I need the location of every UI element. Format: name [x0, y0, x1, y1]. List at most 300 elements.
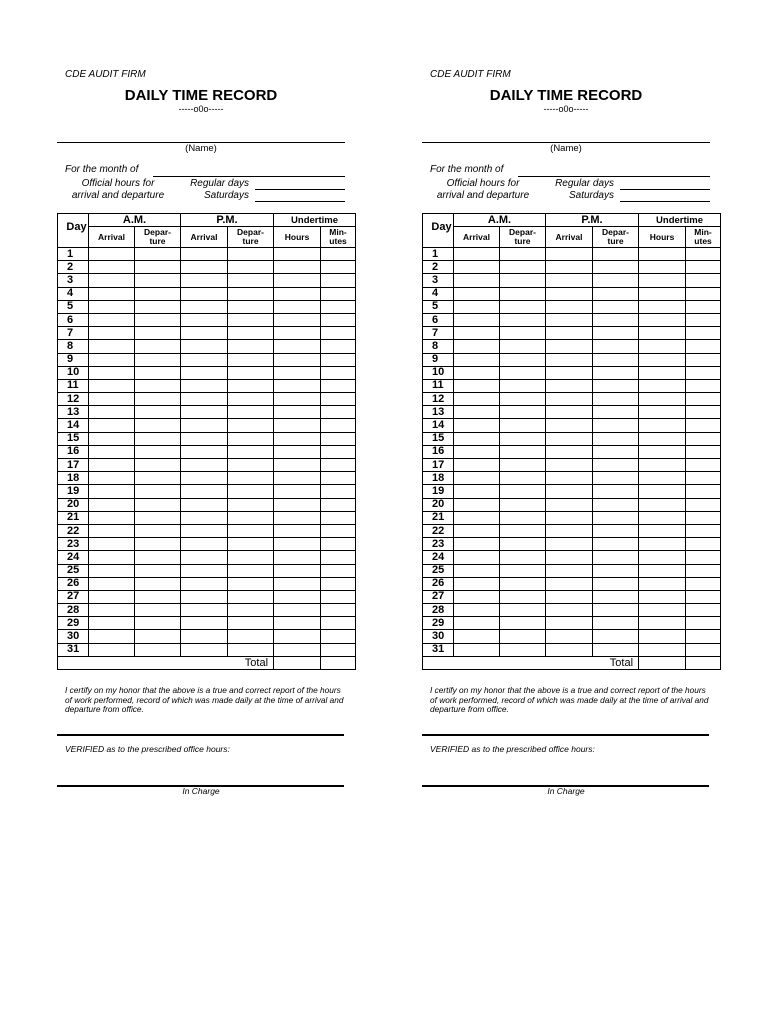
- pm-departure-cell[interactable]: [593, 393, 639, 406]
- pm-departure-cell[interactable]: [228, 617, 274, 630]
- undertime-hours-cell[interactable]: [274, 327, 321, 340]
- am-departure-cell[interactable]: [500, 261, 546, 274]
- am-departure-cell[interactable]: [500, 590, 546, 603]
- pm-arrival-cell[interactable]: [546, 393, 593, 406]
- am-arrival-cell[interactable]: [454, 538, 500, 551]
- pm-arrival-cell[interactable]: [546, 577, 593, 590]
- undertime-minutes-cell[interactable]: [321, 419, 356, 432]
- am-arrival-cell[interactable]: [454, 366, 500, 379]
- am-arrival-cell[interactable]: [454, 419, 500, 432]
- pm-departure-cell[interactable]: [593, 261, 639, 274]
- am-arrival-cell[interactable]: [454, 340, 500, 353]
- pm-departure-cell[interactable]: [228, 419, 274, 432]
- undertime-minutes-cell[interactable]: [686, 327, 721, 340]
- am-departure-cell[interactable]: [135, 643, 181, 656]
- undertime-minutes-cell[interactable]: [686, 419, 721, 432]
- am-arrival-cell[interactable]: [89, 511, 135, 524]
- am-arrival-cell[interactable]: [454, 353, 500, 366]
- undertime-hours-cell[interactable]: [274, 248, 321, 261]
- pm-arrival-cell[interactable]: [546, 261, 593, 274]
- pm-departure-cell[interactable]: [228, 300, 274, 313]
- pm-arrival-cell[interactable]: [181, 248, 228, 261]
- undertime-hours-cell[interactable]: [274, 511, 321, 524]
- undertime-minutes-cell[interactable]: [686, 511, 721, 524]
- am-departure-cell[interactable]: [135, 353, 181, 366]
- undertime-hours-cell[interactable]: [639, 577, 686, 590]
- am-departure-cell[interactable]: [500, 248, 546, 261]
- undertime-hours-cell[interactable]: [639, 472, 686, 485]
- am-arrival-cell[interactable]: [454, 379, 500, 392]
- undertime-minutes-cell[interactable]: [686, 577, 721, 590]
- am-departure-cell[interactable]: [135, 459, 181, 472]
- pm-arrival-cell[interactable]: [181, 261, 228, 274]
- am-departure-cell[interactable]: [500, 498, 546, 511]
- pm-arrival-cell[interactable]: [546, 498, 593, 511]
- undertime-minutes-cell[interactable]: [686, 313, 721, 326]
- pm-arrival-cell[interactable]: [181, 340, 228, 353]
- pm-arrival-cell[interactable]: [546, 617, 593, 630]
- undertime-minutes-cell[interactable]: [686, 538, 721, 551]
- am-departure-cell[interactable]: [500, 300, 546, 313]
- pm-departure-cell[interactable]: [228, 432, 274, 445]
- am-arrival-cell[interactable]: [89, 419, 135, 432]
- undertime-minutes-cell[interactable]: [686, 590, 721, 603]
- pm-departure-cell[interactable]: [593, 313, 639, 326]
- am-departure-cell[interactable]: [135, 604, 181, 617]
- pm-departure-cell[interactable]: [228, 590, 274, 603]
- undertime-hours-cell[interactable]: [639, 511, 686, 524]
- undertime-minutes-cell[interactable]: [321, 261, 356, 274]
- undertime-hours-cell[interactable]: [639, 432, 686, 445]
- pm-arrival-cell[interactable]: [546, 630, 593, 643]
- pm-departure-cell[interactable]: [228, 630, 274, 643]
- am-arrival-cell[interactable]: [454, 630, 500, 643]
- am-arrival-cell[interactable]: [454, 577, 500, 590]
- pm-arrival-cell[interactable]: [181, 419, 228, 432]
- pm-departure-cell[interactable]: [593, 406, 639, 419]
- pm-departure-cell[interactable]: [593, 340, 639, 353]
- pm-departure-cell[interactable]: [593, 419, 639, 432]
- pm-departure-cell[interactable]: [593, 379, 639, 392]
- pm-departure-cell[interactable]: [228, 604, 274, 617]
- undertime-minutes-cell[interactable]: [321, 604, 356, 617]
- undertime-hours-cell[interactable]: [639, 379, 686, 392]
- am-arrival-cell[interactable]: [454, 445, 500, 458]
- pm-arrival-cell[interactable]: [546, 604, 593, 617]
- undertime-minutes-cell[interactable]: [321, 472, 356, 485]
- pm-arrival-cell[interactable]: [181, 300, 228, 313]
- am-arrival-cell[interactable]: [454, 511, 500, 524]
- undertime-hours-cell[interactable]: [639, 287, 686, 300]
- pm-arrival-cell[interactable]: [546, 472, 593, 485]
- employee-signature-line[interactable]: [57, 734, 344, 736]
- am-arrival-cell[interactable]: [89, 327, 135, 340]
- pm-departure-cell[interactable]: [228, 313, 274, 326]
- regular-days-field[interactable]: [255, 189, 345, 190]
- undertime-minutes-cell[interactable]: [686, 524, 721, 537]
- am-arrival-cell[interactable]: [89, 274, 135, 287]
- pm-departure-cell[interactable]: [228, 366, 274, 379]
- am-arrival-cell[interactable]: [89, 604, 135, 617]
- am-departure-cell[interactable]: [500, 538, 546, 551]
- am-arrival-cell[interactable]: [89, 393, 135, 406]
- pm-arrival-cell[interactable]: [181, 406, 228, 419]
- am-arrival-cell[interactable]: [454, 313, 500, 326]
- pm-departure-cell[interactable]: [228, 472, 274, 485]
- undertime-hours-cell[interactable]: [639, 643, 686, 656]
- am-arrival-cell[interactable]: [89, 287, 135, 300]
- am-arrival-cell[interactable]: [454, 590, 500, 603]
- undertime-hours-cell[interactable]: [274, 564, 321, 577]
- undertime-hours-cell[interactable]: [274, 419, 321, 432]
- am-departure-cell[interactable]: [135, 445, 181, 458]
- undertime-minutes-cell[interactable]: [686, 643, 721, 656]
- undertime-minutes-cell[interactable]: [321, 577, 356, 590]
- total-hours-cell[interactable]: [274, 656, 321, 669]
- am-departure-cell[interactable]: [500, 353, 546, 366]
- am-departure-cell[interactable]: [500, 366, 546, 379]
- pm-arrival-cell[interactable]: [181, 353, 228, 366]
- undertime-hours-cell[interactable]: [639, 551, 686, 564]
- am-departure-cell[interactable]: [500, 643, 546, 656]
- undertime-hours-cell[interactable]: [639, 366, 686, 379]
- am-departure-cell[interactable]: [135, 313, 181, 326]
- pm-departure-cell[interactable]: [593, 524, 639, 537]
- am-arrival-cell[interactable]: [454, 327, 500, 340]
- am-departure-cell[interactable]: [135, 524, 181, 537]
- pm-departure-cell[interactable]: [593, 445, 639, 458]
- pm-arrival-cell[interactable]: [181, 604, 228, 617]
- undertime-minutes-cell[interactable]: [321, 498, 356, 511]
- am-arrival-cell[interactable]: [454, 287, 500, 300]
- pm-departure-cell[interactable]: [228, 340, 274, 353]
- undertime-minutes-cell[interactable]: [321, 274, 356, 287]
- undertime-minutes-cell[interactable]: [686, 393, 721, 406]
- undertime-hours-cell[interactable]: [274, 524, 321, 537]
- undertime-hours-cell[interactable]: [274, 472, 321, 485]
- pm-departure-cell[interactable]: [228, 485, 274, 498]
- pm-departure-cell[interactable]: [593, 472, 639, 485]
- undertime-minutes-cell[interactable]: [321, 366, 356, 379]
- undertime-hours-cell[interactable]: [274, 551, 321, 564]
- pm-arrival-cell[interactable]: [546, 300, 593, 313]
- saturdays-field[interactable]: [255, 201, 345, 202]
- am-departure-cell[interactable]: [500, 432, 546, 445]
- am-arrival-cell[interactable]: [89, 590, 135, 603]
- undertime-minutes-cell[interactable]: [321, 551, 356, 564]
- am-arrival-cell[interactable]: [454, 432, 500, 445]
- am-departure-cell[interactable]: [500, 472, 546, 485]
- undertime-hours-cell[interactable]: [274, 261, 321, 274]
- month-field[interactable]: [518, 176, 710, 177]
- undertime-minutes-cell[interactable]: [321, 248, 356, 261]
- am-departure-cell[interactable]: [500, 393, 546, 406]
- am-departure-cell[interactable]: [500, 459, 546, 472]
- pm-departure-cell[interactable]: [593, 248, 639, 261]
- am-arrival-cell[interactable]: [454, 617, 500, 630]
- undertime-minutes-cell[interactable]: [321, 300, 356, 313]
- undertime-minutes-cell[interactable]: [321, 287, 356, 300]
- pm-departure-cell[interactable]: [228, 538, 274, 551]
- pm-departure-cell[interactable]: [593, 604, 639, 617]
- am-arrival-cell[interactable]: [454, 604, 500, 617]
- pm-departure-cell[interactable]: [228, 248, 274, 261]
- total-minutes-cell[interactable]: [321, 656, 356, 669]
- am-departure-cell[interactable]: [500, 564, 546, 577]
- pm-arrival-cell[interactable]: [546, 248, 593, 261]
- am-departure-cell[interactable]: [135, 538, 181, 551]
- undertime-hours-cell[interactable]: [274, 498, 321, 511]
- am-arrival-cell[interactable]: [89, 564, 135, 577]
- am-departure-cell[interactable]: [135, 261, 181, 274]
- am-arrival-cell[interactable]: [89, 617, 135, 630]
- undertime-hours-cell[interactable]: [639, 564, 686, 577]
- am-arrival-cell[interactable]: [89, 313, 135, 326]
- pm-arrival-cell[interactable]: [181, 617, 228, 630]
- pm-departure-cell[interactable]: [228, 564, 274, 577]
- undertime-minutes-cell[interactable]: [686, 287, 721, 300]
- pm-arrival-cell[interactable]: [546, 524, 593, 537]
- undertime-minutes-cell[interactable]: [321, 432, 356, 445]
- pm-arrival-cell[interactable]: [181, 379, 228, 392]
- undertime-minutes-cell[interactable]: [321, 643, 356, 656]
- undertime-hours-cell[interactable]: [639, 604, 686, 617]
- undertime-hours-cell[interactable]: [274, 577, 321, 590]
- pm-departure-cell[interactable]: [228, 459, 274, 472]
- undertime-hours-cell[interactable]: [274, 274, 321, 287]
- pm-arrival-cell[interactable]: [181, 287, 228, 300]
- am-departure-cell[interactable]: [135, 432, 181, 445]
- undertime-hours-cell[interactable]: [274, 538, 321, 551]
- undertime-minutes-cell[interactable]: [686, 445, 721, 458]
- pm-departure-cell[interactable]: [593, 300, 639, 313]
- undertime-hours-cell[interactable]: [274, 300, 321, 313]
- am-arrival-cell[interactable]: [454, 485, 500, 498]
- pm-departure-cell[interactable]: [228, 353, 274, 366]
- am-departure-cell[interactable]: [500, 617, 546, 630]
- am-arrival-cell[interactable]: [89, 459, 135, 472]
- am-departure-cell[interactable]: [135, 300, 181, 313]
- undertime-hours-cell[interactable]: [639, 630, 686, 643]
- pm-departure-cell[interactable]: [593, 353, 639, 366]
- am-departure-cell[interactable]: [500, 287, 546, 300]
- pm-departure-cell[interactable]: [228, 287, 274, 300]
- undertime-minutes-cell[interactable]: [321, 511, 356, 524]
- pm-arrival-cell[interactable]: [181, 393, 228, 406]
- undertime-minutes-cell[interactable]: [321, 590, 356, 603]
- am-departure-cell[interactable]: [135, 577, 181, 590]
- pm-arrival-cell[interactable]: [181, 472, 228, 485]
- am-departure-cell[interactable]: [135, 379, 181, 392]
- pm-departure-cell[interactable]: [228, 524, 274, 537]
- undertime-hours-cell[interactable]: [639, 524, 686, 537]
- pm-arrival-cell[interactable]: [546, 313, 593, 326]
- am-arrival-cell[interactable]: [454, 261, 500, 274]
- undertime-minutes-cell[interactable]: [321, 445, 356, 458]
- pm-arrival-cell[interactable]: [546, 419, 593, 432]
- am-arrival-cell[interactable]: [454, 406, 500, 419]
- undertime-minutes-cell[interactable]: [686, 604, 721, 617]
- undertime-minutes-cell[interactable]: [321, 630, 356, 643]
- pm-arrival-cell[interactable]: [546, 538, 593, 551]
- pm-arrival-cell[interactable]: [546, 459, 593, 472]
- undertime-hours-cell[interactable]: [274, 590, 321, 603]
- pm-arrival-cell[interactable]: [546, 379, 593, 392]
- pm-departure-cell[interactable]: [228, 551, 274, 564]
- undertime-hours-cell[interactable]: [274, 379, 321, 392]
- undertime-hours-cell[interactable]: [274, 604, 321, 617]
- am-departure-cell[interactable]: [500, 379, 546, 392]
- am-departure-cell[interactable]: [135, 564, 181, 577]
- undertime-minutes-cell[interactable]: [686, 485, 721, 498]
- pm-departure-cell[interactable]: [228, 379, 274, 392]
- am-departure-cell[interactable]: [500, 327, 546, 340]
- undertime-hours-cell[interactable]: [639, 313, 686, 326]
- am-departure-cell[interactable]: [135, 248, 181, 261]
- undertime-hours-cell[interactable]: [639, 274, 686, 287]
- undertime-minutes-cell[interactable]: [321, 406, 356, 419]
- undertime-hours-cell[interactable]: [639, 406, 686, 419]
- am-departure-cell[interactable]: [135, 630, 181, 643]
- am-departure-cell[interactable]: [135, 617, 181, 630]
- pm-arrival-cell[interactable]: [181, 511, 228, 524]
- month-field[interactable]: [153, 176, 345, 177]
- undertime-hours-cell[interactable]: [639, 485, 686, 498]
- undertime-minutes-cell[interactable]: [686, 261, 721, 274]
- pm-departure-cell[interactable]: [593, 643, 639, 656]
- undertime-hours-cell[interactable]: [639, 590, 686, 603]
- employee-signature-line[interactable]: [422, 734, 709, 736]
- undertime-hours-cell[interactable]: [639, 248, 686, 261]
- undertime-hours-cell[interactable]: [639, 445, 686, 458]
- undertime-minutes-cell[interactable]: [321, 353, 356, 366]
- undertime-hours-cell[interactable]: [274, 340, 321, 353]
- undertime-minutes-cell[interactable]: [321, 564, 356, 577]
- pm-departure-cell[interactable]: [593, 590, 639, 603]
- am-departure-cell[interactable]: [500, 274, 546, 287]
- am-departure-cell[interactable]: [500, 406, 546, 419]
- pm-arrival-cell[interactable]: [546, 445, 593, 458]
- am-departure-cell[interactable]: [135, 287, 181, 300]
- undertime-hours-cell[interactable]: [274, 353, 321, 366]
- undertime-minutes-cell[interactable]: [686, 630, 721, 643]
- pm-departure-cell[interactable]: [228, 393, 274, 406]
- pm-departure-cell[interactable]: [593, 617, 639, 630]
- am-departure-cell[interactable]: [135, 327, 181, 340]
- am-arrival-cell[interactable]: [454, 472, 500, 485]
- am-departure-cell[interactable]: [135, 393, 181, 406]
- am-departure-cell[interactable]: [500, 485, 546, 498]
- am-departure-cell[interactable]: [500, 630, 546, 643]
- am-arrival-cell[interactable]: [454, 524, 500, 537]
- pm-arrival-cell[interactable]: [181, 327, 228, 340]
- am-departure-cell[interactable]: [135, 485, 181, 498]
- undertime-minutes-cell[interactable]: [686, 340, 721, 353]
- pm-arrival-cell[interactable]: [546, 432, 593, 445]
- undertime-minutes-cell[interactable]: [686, 300, 721, 313]
- undertime-minutes-cell[interactable]: [686, 472, 721, 485]
- undertime-hours-cell[interactable]: [639, 340, 686, 353]
- pm-departure-cell[interactable]: [228, 577, 274, 590]
- pm-arrival-cell[interactable]: [181, 551, 228, 564]
- am-arrival-cell[interactable]: [89, 630, 135, 643]
- undertime-hours-cell[interactable]: [274, 406, 321, 419]
- am-departure-cell[interactable]: [135, 498, 181, 511]
- undertime-minutes-cell[interactable]: [686, 564, 721, 577]
- am-departure-cell[interactable]: [135, 340, 181, 353]
- undertime-minutes-cell[interactable]: [321, 379, 356, 392]
- am-departure-cell[interactable]: [135, 406, 181, 419]
- pm-arrival-cell[interactable]: [181, 498, 228, 511]
- am-arrival-cell[interactable]: [89, 366, 135, 379]
- undertime-minutes-cell[interactable]: [686, 432, 721, 445]
- am-arrival-cell[interactable]: [89, 379, 135, 392]
- am-departure-cell[interactable]: [135, 551, 181, 564]
- am-departure-cell[interactable]: [135, 274, 181, 287]
- undertime-minutes-cell[interactable]: [686, 617, 721, 630]
- undertime-hours-cell[interactable]: [639, 327, 686, 340]
- am-departure-cell[interactable]: [135, 511, 181, 524]
- undertime-minutes-cell[interactable]: [321, 393, 356, 406]
- am-departure-cell[interactable]: [500, 524, 546, 537]
- am-departure-cell[interactable]: [500, 511, 546, 524]
- undertime-hours-cell[interactable]: [639, 459, 686, 472]
- saturdays-field[interactable]: [620, 201, 710, 202]
- undertime-hours-cell[interactable]: [274, 432, 321, 445]
- undertime-hours-cell[interactable]: [274, 630, 321, 643]
- am-arrival-cell[interactable]: [89, 551, 135, 564]
- pm-arrival-cell[interactable]: [546, 327, 593, 340]
- pm-departure-cell[interactable]: [593, 274, 639, 287]
- pm-departure-cell[interactable]: [228, 261, 274, 274]
- undertime-minutes-cell[interactable]: [686, 551, 721, 564]
- undertime-hours-cell[interactable]: [274, 313, 321, 326]
- am-departure-cell[interactable]: [135, 472, 181, 485]
- undertime-hours-cell[interactable]: [639, 419, 686, 432]
- pm-departure-cell[interactable]: [593, 630, 639, 643]
- am-arrival-cell[interactable]: [89, 300, 135, 313]
- undertime-hours-cell[interactable]: [274, 366, 321, 379]
- pm-departure-cell[interactable]: [593, 432, 639, 445]
- pm-arrival-cell[interactable]: [181, 538, 228, 551]
- am-arrival-cell[interactable]: [454, 393, 500, 406]
- pm-arrival-cell[interactable]: [546, 511, 593, 524]
- am-arrival-cell[interactable]: [89, 524, 135, 537]
- total-hours-cell[interactable]: [639, 656, 686, 669]
- undertime-hours-cell[interactable]: [639, 617, 686, 630]
- pm-departure-cell[interactable]: [593, 287, 639, 300]
- pm-arrival-cell[interactable]: [181, 643, 228, 656]
- am-arrival-cell[interactable]: [454, 300, 500, 313]
- am-departure-cell[interactable]: [500, 340, 546, 353]
- undertime-hours-cell[interactable]: [639, 300, 686, 313]
- am-arrival-cell[interactable]: [89, 577, 135, 590]
- undertime-hours-cell[interactable]: [274, 459, 321, 472]
- am-arrival-cell[interactable]: [89, 340, 135, 353]
- undertime-minutes-cell[interactable]: [321, 340, 356, 353]
- pm-arrival-cell[interactable]: [181, 564, 228, 577]
- am-arrival-cell[interactable]: [454, 498, 500, 511]
- am-departure-cell[interactable]: [500, 577, 546, 590]
- pm-departure-cell[interactable]: [228, 327, 274, 340]
- pm-departure-cell[interactable]: [593, 366, 639, 379]
- pm-arrival-cell[interactable]: [181, 590, 228, 603]
- am-departure-cell[interactable]: [135, 590, 181, 603]
- am-departure-cell[interactable]: [500, 604, 546, 617]
- undertime-minutes-cell[interactable]: [686, 498, 721, 511]
- am-arrival-cell[interactable]: [89, 432, 135, 445]
- am-arrival-cell[interactable]: [454, 564, 500, 577]
